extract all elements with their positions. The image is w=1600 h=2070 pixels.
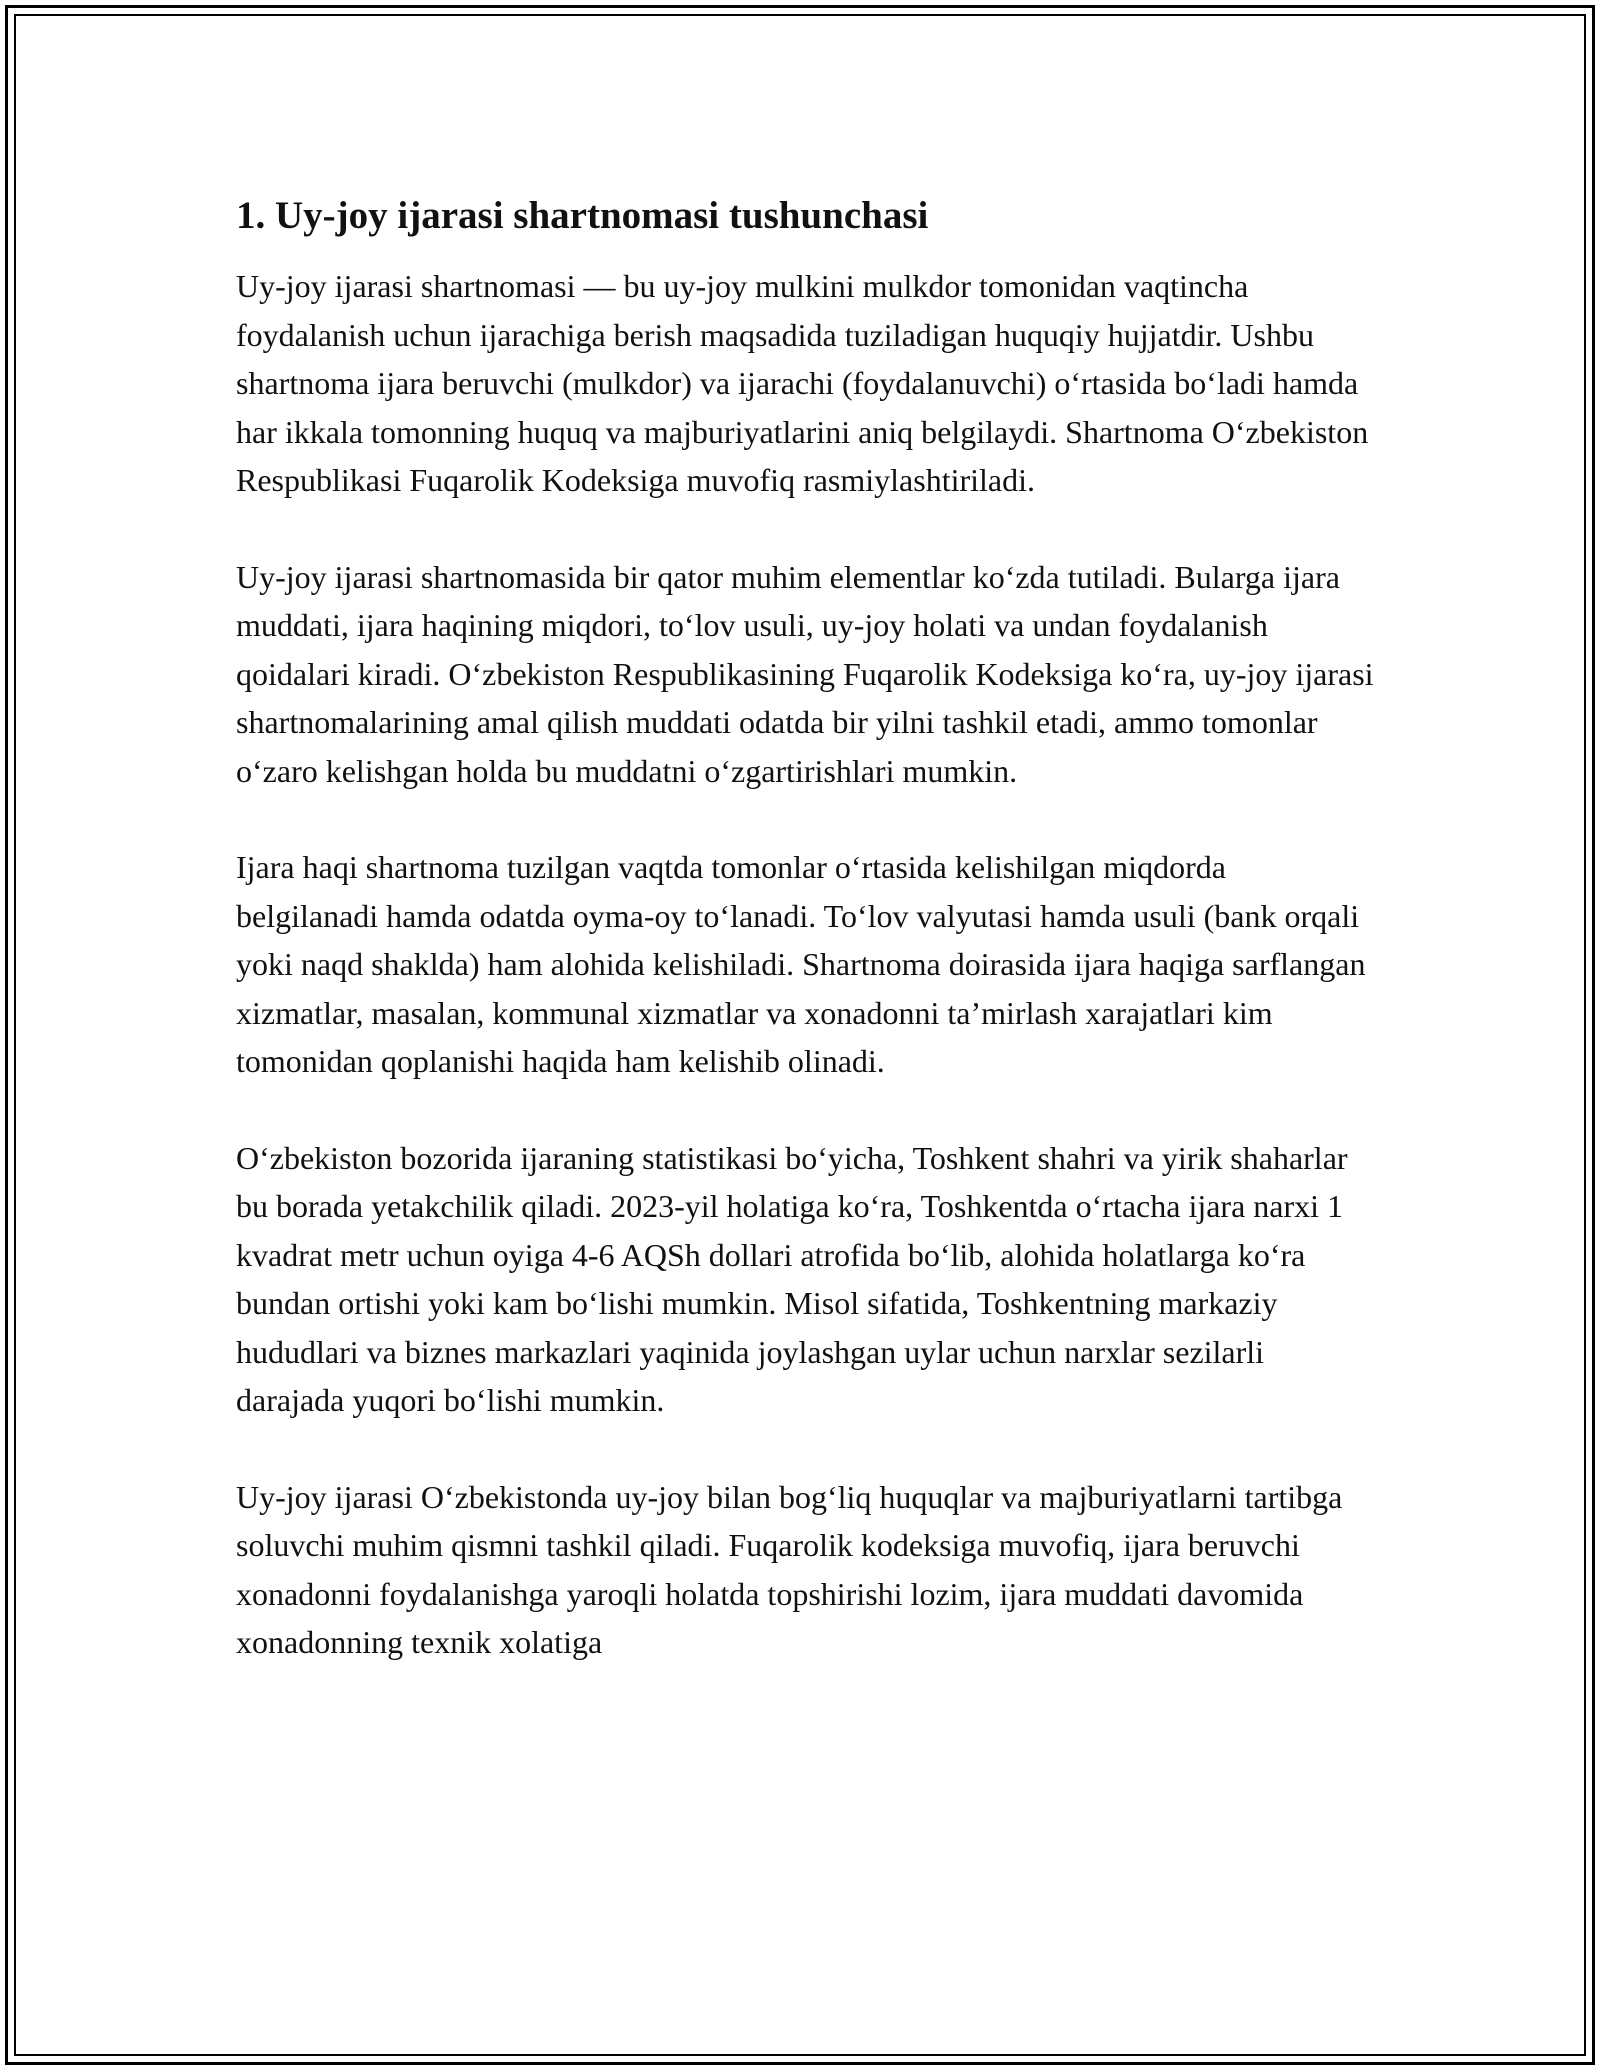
- paragraph-5: Uy-joy ijarasi O‘zbekistonda uy-joy bilan bog‘liq huquqlar va majburiyatlarni tartibga soluvchi muhim qismni tashkil qiladi. Fuqarolik kodeksiga muvofiq, ijara beruvchi xonadonni foydalanishga yaroqli holatda topshirishi lozim, ijara muddati davomida xonadonning texnik xolatiga: [236, 1478, 1343, 1660]
- paragraph-3: Ijara haqi shartnoma tuzilgan vaqtda tomonlar o‘rtasida kelishilgan miqdorda belgilanadi hamda odatda oyma-oy to‘lanadi. To‘lov valyutasi hamda usuli (bank orqali yoki naqd shakldа) ham alohida kelishiladi. Shartnoma doirasida ijara haqiga sarflangan xizmatlar, masalan, kommunal xizmatlar va xonadonni ta’mirlash xarajatlari kim tomonidan qoplanishi haqida ham kelishib olinadi.: [236, 849, 1366, 1079]
- section-heading: 1. Uy-joy ijarasi shartnomasi tushunchasi: [236, 194, 929, 237]
- document-body: [236, 190, 1376, 1667]
- paragraph-2: Uy-joy ijarasi shartnomasida bir qator muhim elementlar ko‘zda tutiladi. Bularga ijara muddati, ijara haqining miqdori, to‘lov usuli, uy-joy holati va undan foydalanish qoidalari kiradi. O‘zbekiston Respublikasining Fuqarolik Kodeksiga ko‘ra, uy-joy ijarasi shartnomalarining amal qilish muddati odatda bir yilni tashkil etadi, ammo tomonlar o‘zaro kelishgan holda bu muddatni o‘zgartirishlari mumkin.: [236, 558, 1374, 789]
- paragraph-1: Uy-joy ijarasi shartnomasi — bu uy-joy mulkini mulkdor tomonidan vaqtincha foydalanish uchun ijarachiga berish maqsadida tuziladigan huquqiy hujjatdir. Ushbu shartnoma ijara beruvchi (mulkdor) va ijarachi (foydalanuvchi) o‘rtasida bo‘ladi hamda har ikkala tomonning huquq va majburiyatlarini aniq belgilaydi. Shartnoma O‘zbekiston Respublikasi Fuqarolik Kodeksiga muvofiq rasmiylashtiriladi.: [236, 268, 1369, 498]
- paragraph-4: O‘zbekiston bozorida ijaraning statistikasi bo‘yicha, Toshkent shahri va yirik shaharlar bu borada yetakchilik qiladi. 2023-yil holatiga ko‘ra, Toshkentda o‘rtacha ijara narxi 1 kvadrat metr uchun oyiga 4-6 AQSh dollari atrofida bo‘lib, alohida holatlarga ko‘ra bundan ortishi yoki kam bo‘lishi mumkin. Misol sifatida, Toshkentning markaziy hududlari va biznes markazlari yaqinida joylashgan uylar uchun narxlar sezilarli darajada yuqori bo‘lishi mumkin.: [236, 1139, 1348, 1418]
